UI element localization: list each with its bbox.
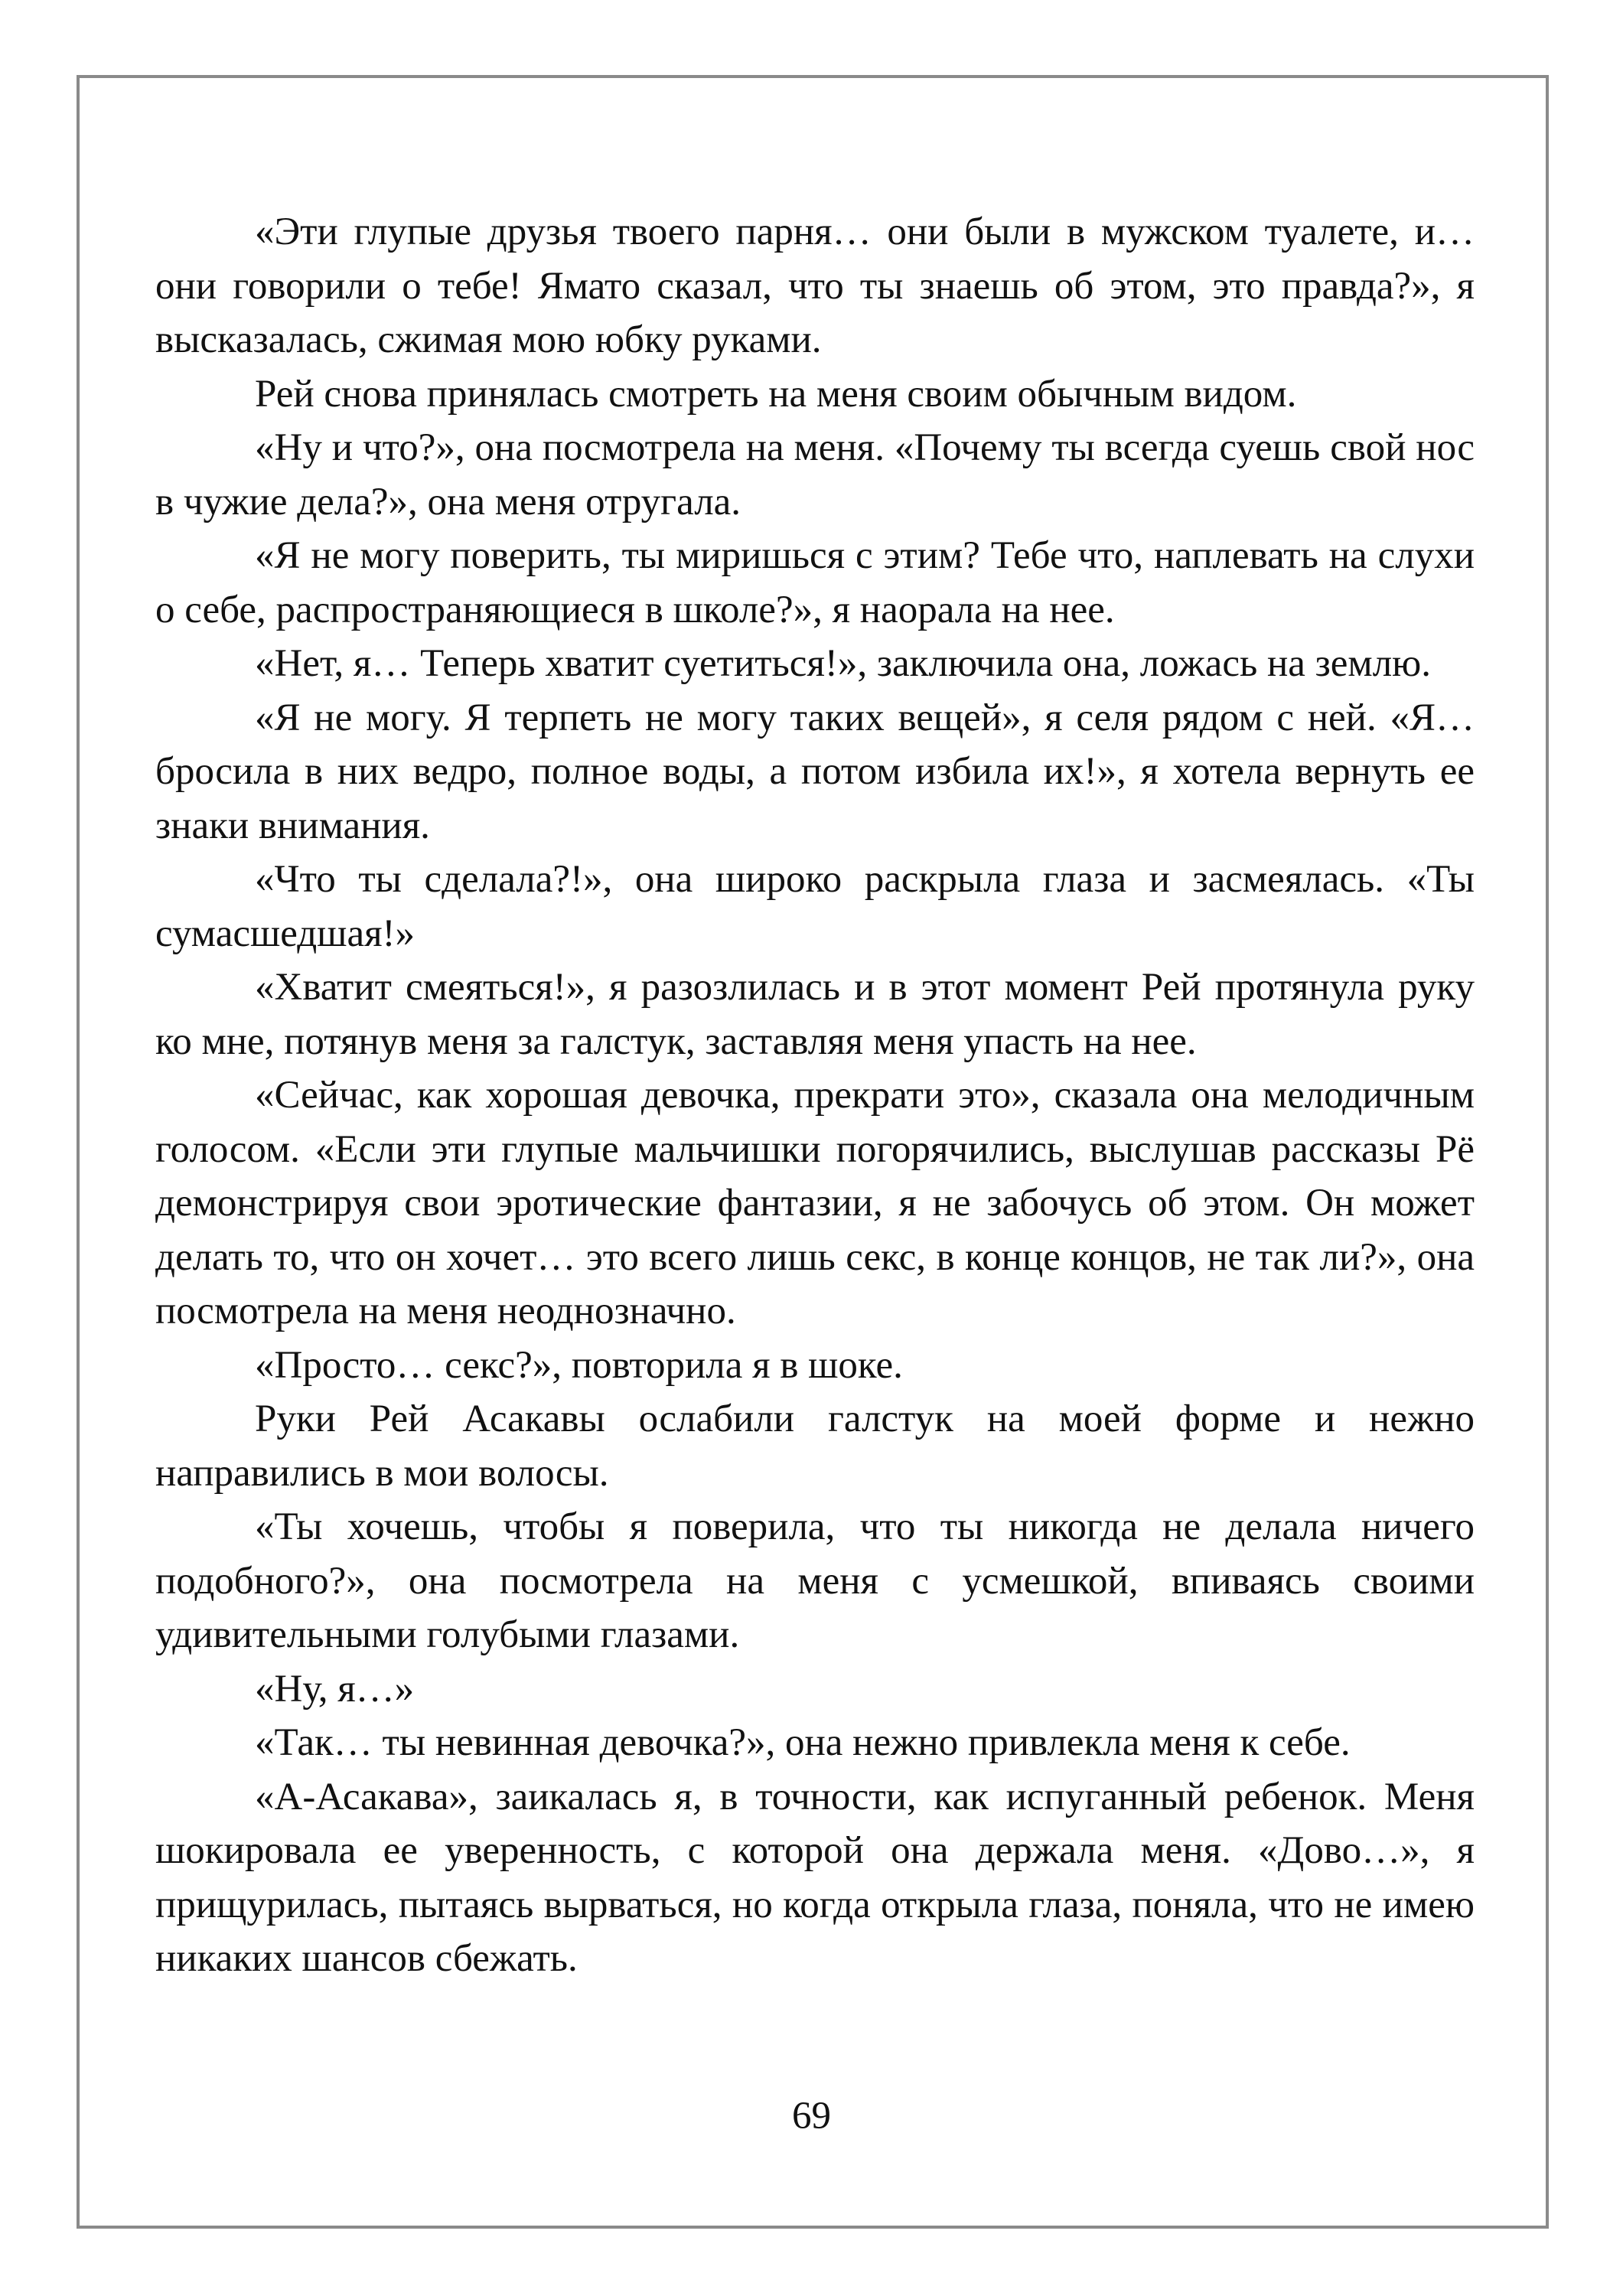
paragraph: «Я не могу поверить, ты миришься с этим? Тебе что, наплевать на слухи о себе, распространяющиеся в школе?», я наорала на нее. <box>155 534 1475 631</box>
paragraph: «Просто… секс?», повторила я в шоке. <box>255 1343 903 1387</box>
paragraph: «Ну и что?», она посмотрела на меня. «Почему ты всегда суешь свой нос в чужие дела?», она меня отругала. <box>155 426 1475 523</box>
paragraph: «Хватит смеяться!», я разозлилась и в этот момент Рей протянула руку ко мне, потянув меня за галстук, заставляя меня упасть на нее. <box>155 966 1475 1063</box>
paragraph: «Ты хочешь, чтобы я поверила, что ты никогда не делала ничего подобного?», она посмотрела на меня с усмешкой, впиваясь своими удивительными голубыми глазами. <box>155 1505 1475 1656</box>
paragraph: «Я не могу. Я терпеть не могу таких вещей», я селя рядом с ней. «Я… бросила в них ведро, полное воды, а потом избила их!», я хотела вернуть ее знаки внимания. <box>155 696 1475 847</box>
paragraph: «Нет, я… Теперь хватит суетиться!», заключила она, ложась на землю. <box>255 642 1431 685</box>
paragraph: «Что ты сделала?!», она широко раскрыла глаза и засмеялась. «Ты сумасшедшая!» <box>155 858 1475 955</box>
paragraph: Руки Рей Асакавы ослабили галстук на моей форме и нежно направились в мои волосы. <box>155 1397 1475 1495</box>
body-text <box>155 205 1475 1986</box>
paragraph: «Так… ты невинная девочка?», она нежно привлекла меня к себе. <box>255 1721 1351 1764</box>
paragraph: «А-Асакава», заикалась я, в точности, как испуганный ребенок. Меня шокировала ее уверенность, с которой она держала меня. «Дово…», я прищурилась, пытаясь вырваться, но когда открыла глаза, поняла, что не имею никаких шансов сбежать. <box>155 1775 1475 1980</box>
paragraph: «Сейчас, как хорошая девочка, прекрати это», сказала она мелодичным голосом. «Если эти глупые мальчишки погорячились, выслушав рассказы Рё демонстрируя свои эротические фантазии, я не забочусь об этом. Он может делать то, что он хочет… это всего лишь секс, в конце концов, не так ли?», она посмотрела на меня неоднозначно. <box>155 1074 1475 1332</box>
paragraph: Рей снова принялась смотреть на меня своим обычным видом. <box>255 372 1297 416</box>
paragraph: «Эти глупые друзья твоего парня… они были в мужском туалете, и… они говорили о тебе! Ямато сказал, что ты знаешь об этом, это правда?», я высказалась, сжимая мою юбку руками. <box>155 210 1475 361</box>
page-number: 69 <box>792 2095 831 2138</box>
paragraph: «Ну, я…» <box>255 1667 415 1711</box>
